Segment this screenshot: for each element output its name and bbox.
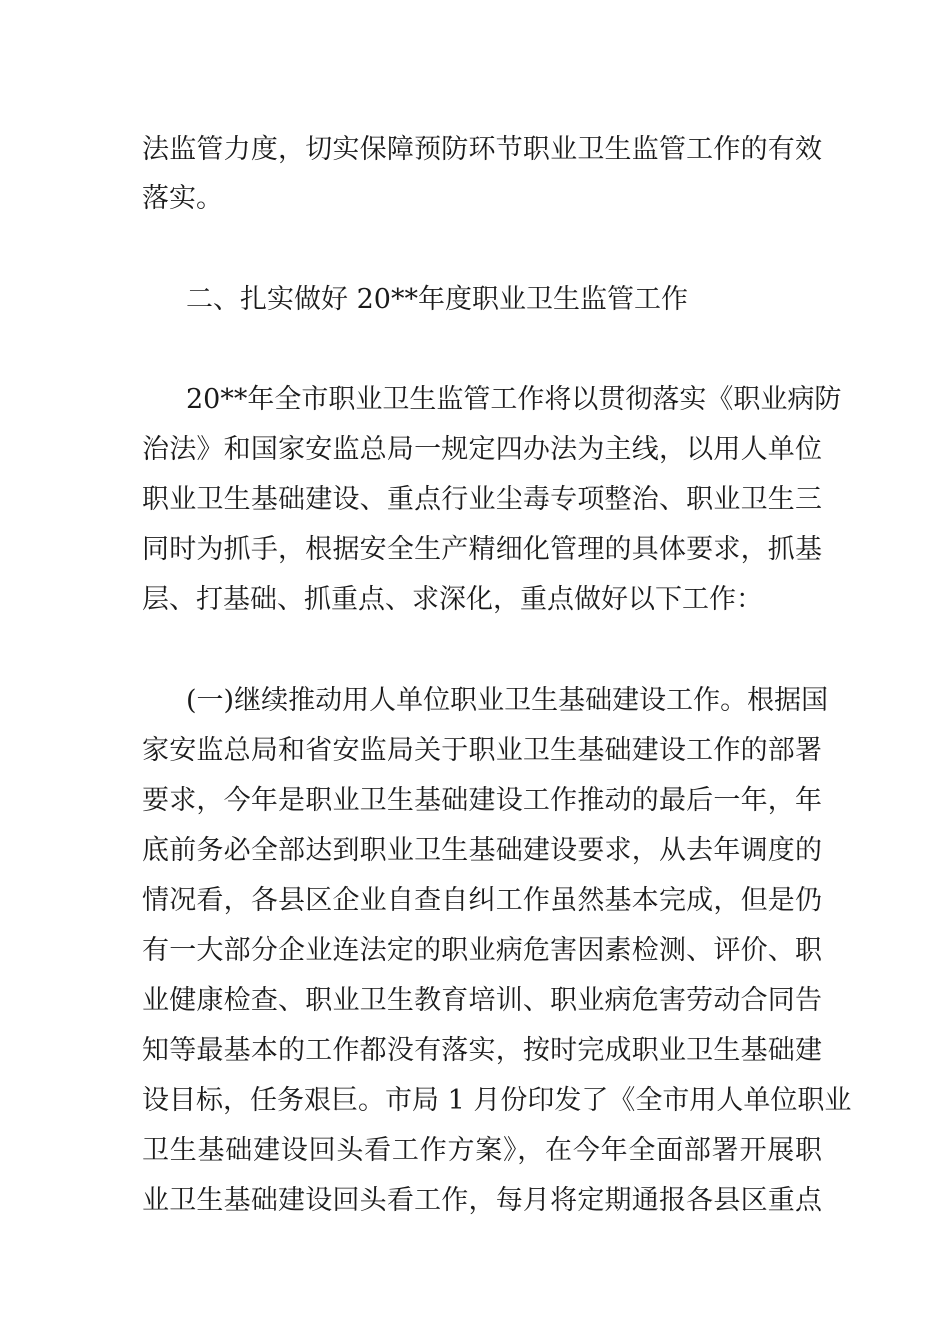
paragraph-item-1-line-4: 底前务必全部达到职业卫生基础建设要求，从去年调度的 [142,835,822,866]
paragraph-item-1-line-5: 情况看，各县区企业自查自纠工作虽然基本完成，但是仍 [142,885,822,916]
paragraph-overview-line-5: 层、打基础、抓重点、求深化，重点做好以下工作： [142,584,763,615]
paragraph-intro-line-1: 法监管力度，切实保障预防环节职业卫生监管工作的有效 [142,134,822,165]
paragraph-item-1-line-9: 设目标，任务艰巨。市局 1 月份印发了《全市用人单位职业 [142,1085,852,1116]
paragraph-overview-line-2: 治法》和国家安监总局一规定四办法为主线，以用人单位 [142,434,822,465]
paragraph-item-1-line-6: 有一大部分企业连法定的职业病危害因素检测、评价、职 [142,935,822,966]
paragraph-overview-line-3: 职业卫生基础建设、重点行业尘毒专项整治、职业卫生三 [142,484,822,515]
paragraph-item-1-line-11: 业卫生基础建设回头看工作，每月将定期通报各县区重点 [142,1185,822,1216]
paragraph-item-1-line-2: 家安监总局和省安监局关于职业卫生基础建设工作的部署 [142,735,822,766]
paragraph-item-1-line-1: (一)继续推动用人单位职业卫生基础建设工作。根据国 [186,685,829,716]
paragraph-intro-line-2: 落实。 [142,183,223,214]
paragraph-item-1-line-10: 卫生基础建设回头看工作方案》，在今年全面部署开展职 [142,1135,822,1166]
paragraph-overview-line-1: 20**年全市职业卫生监管工作将以贯彻落实《职业病防 [186,384,842,415]
paragraph-overview-line-4: 同时为抓手，根据安全生产精细化管理的具体要求，抓基 [142,534,822,565]
paragraph-item-1-line-7: 业健康检查、职业卫生教育培训、职业病危害劳动合同告 [142,985,822,1016]
paragraph-item-1-line-8: 知等最基本的工作都没有落实，按时完成职业卫生基础建 [142,1035,822,1066]
section-heading: 二、扎实做好 20**年度职业卫生监管工作 [186,284,688,315]
paragraph-item-1-line-3: 要求，今年是职业卫生基础建设工作推动的最后一年，年 [142,785,822,816]
